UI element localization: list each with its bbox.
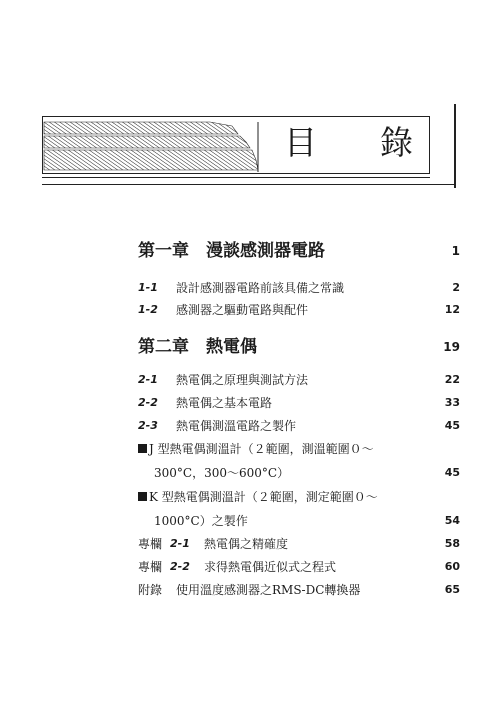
toc-chapter-1[interactable]: [138, 236, 460, 266]
page-number: 45: [444, 466, 460, 479]
bullet-square-icon: [138, 492, 147, 501]
toc-item-k-type-cont[interactable]: [138, 509, 460, 533]
section-number: 2-2: [138, 396, 158, 409]
page-number: 33: [444, 396, 460, 409]
column-label: 專欄: [138, 537, 163, 551]
section-title: 熱電偶之基本電路: [176, 396, 273, 410]
section-title: 熱電偶測溫電路之製作: [176, 419, 297, 433]
item-title: J 型熱電偶測溫計（２範圍，測溫範圍０～: [149, 442, 374, 456]
item-title-continued: 300°C，300～600°C）: [154, 466, 290, 480]
column-number: 2-2: [170, 560, 190, 573]
page-number: 2: [452, 281, 460, 294]
title-frame: [42, 116, 430, 174]
toc-section-1-2[interactable]: [138, 298, 460, 322]
section-number: 1-2: [138, 303, 158, 316]
item-title: K 型熱電偶測溫計（２範圍，測定範圍０～: [149, 490, 378, 504]
toc-section-1-1[interactable]: [138, 276, 460, 300]
page-number: 58: [444, 537, 460, 550]
page-number: 60: [444, 560, 460, 573]
section-number: 1-1: [138, 281, 158, 294]
column-title: 熱電偶之精確度: [204, 537, 289, 551]
appendix-title: 使用溫度感測器之RMS‐DC轉換器: [176, 583, 361, 597]
toc-section-2-1[interactable]: [138, 368, 460, 392]
column-number: 2-1: [170, 537, 190, 550]
title-char-mu: 目: [284, 123, 317, 162]
page-number: 22: [444, 373, 460, 386]
toc-column-2-2[interactable]: [138, 555, 460, 579]
toc-item-j-type-cont[interactable]: [138, 461, 460, 485]
section-title: 設計感測器電路前該具備之常識: [176, 281, 345, 295]
toc-appendix[interactable]: [138, 578, 460, 602]
page-number: 45: [444, 419, 460, 432]
frame-bottom-rule: [42, 184, 456, 185]
chapter-title: 第一章 漫談感測器電路: [138, 241, 325, 261]
section-number: 2-3: [138, 419, 158, 432]
column-label: 專欄: [138, 560, 163, 574]
frame-underline: [42, 177, 430, 178]
section-title: 熱電偶之原理與測試方法: [176, 373, 309, 387]
title-char-lu: 錄: [380, 123, 413, 162]
bullet-square-icon: [138, 444, 147, 453]
page-number: 12: [444, 303, 460, 316]
section-title: 感測器之驅動電路與配件: [176, 303, 309, 317]
toc-section-2-2[interactable]: [138, 391, 460, 415]
toc-chapter-2[interactable]: [138, 332, 460, 362]
page-number: 1: [451, 244, 460, 258]
page-number: 65: [444, 583, 460, 596]
appendix-label: 附錄: [138, 583, 163, 597]
column-title: 求得熱電偶近似式之程式: [204, 560, 337, 574]
toc-item-k-type[interactable]: [138, 485, 460, 509]
section-number: 2-1: [138, 373, 158, 386]
toc-section-2-3[interactable]: [138, 414, 460, 438]
item-title-continued: 1000°C）之製作: [154, 514, 248, 528]
chapter-title: 第二章 熱電偶: [138, 337, 257, 357]
toc-item-j-type[interactable]: [138, 437, 460, 461]
page-number: 19: [443, 340, 460, 354]
toc-column-2-1[interactable]: [138, 532, 460, 556]
frame-right-edge: [428, 104, 456, 188]
page-number: 54: [444, 514, 460, 527]
